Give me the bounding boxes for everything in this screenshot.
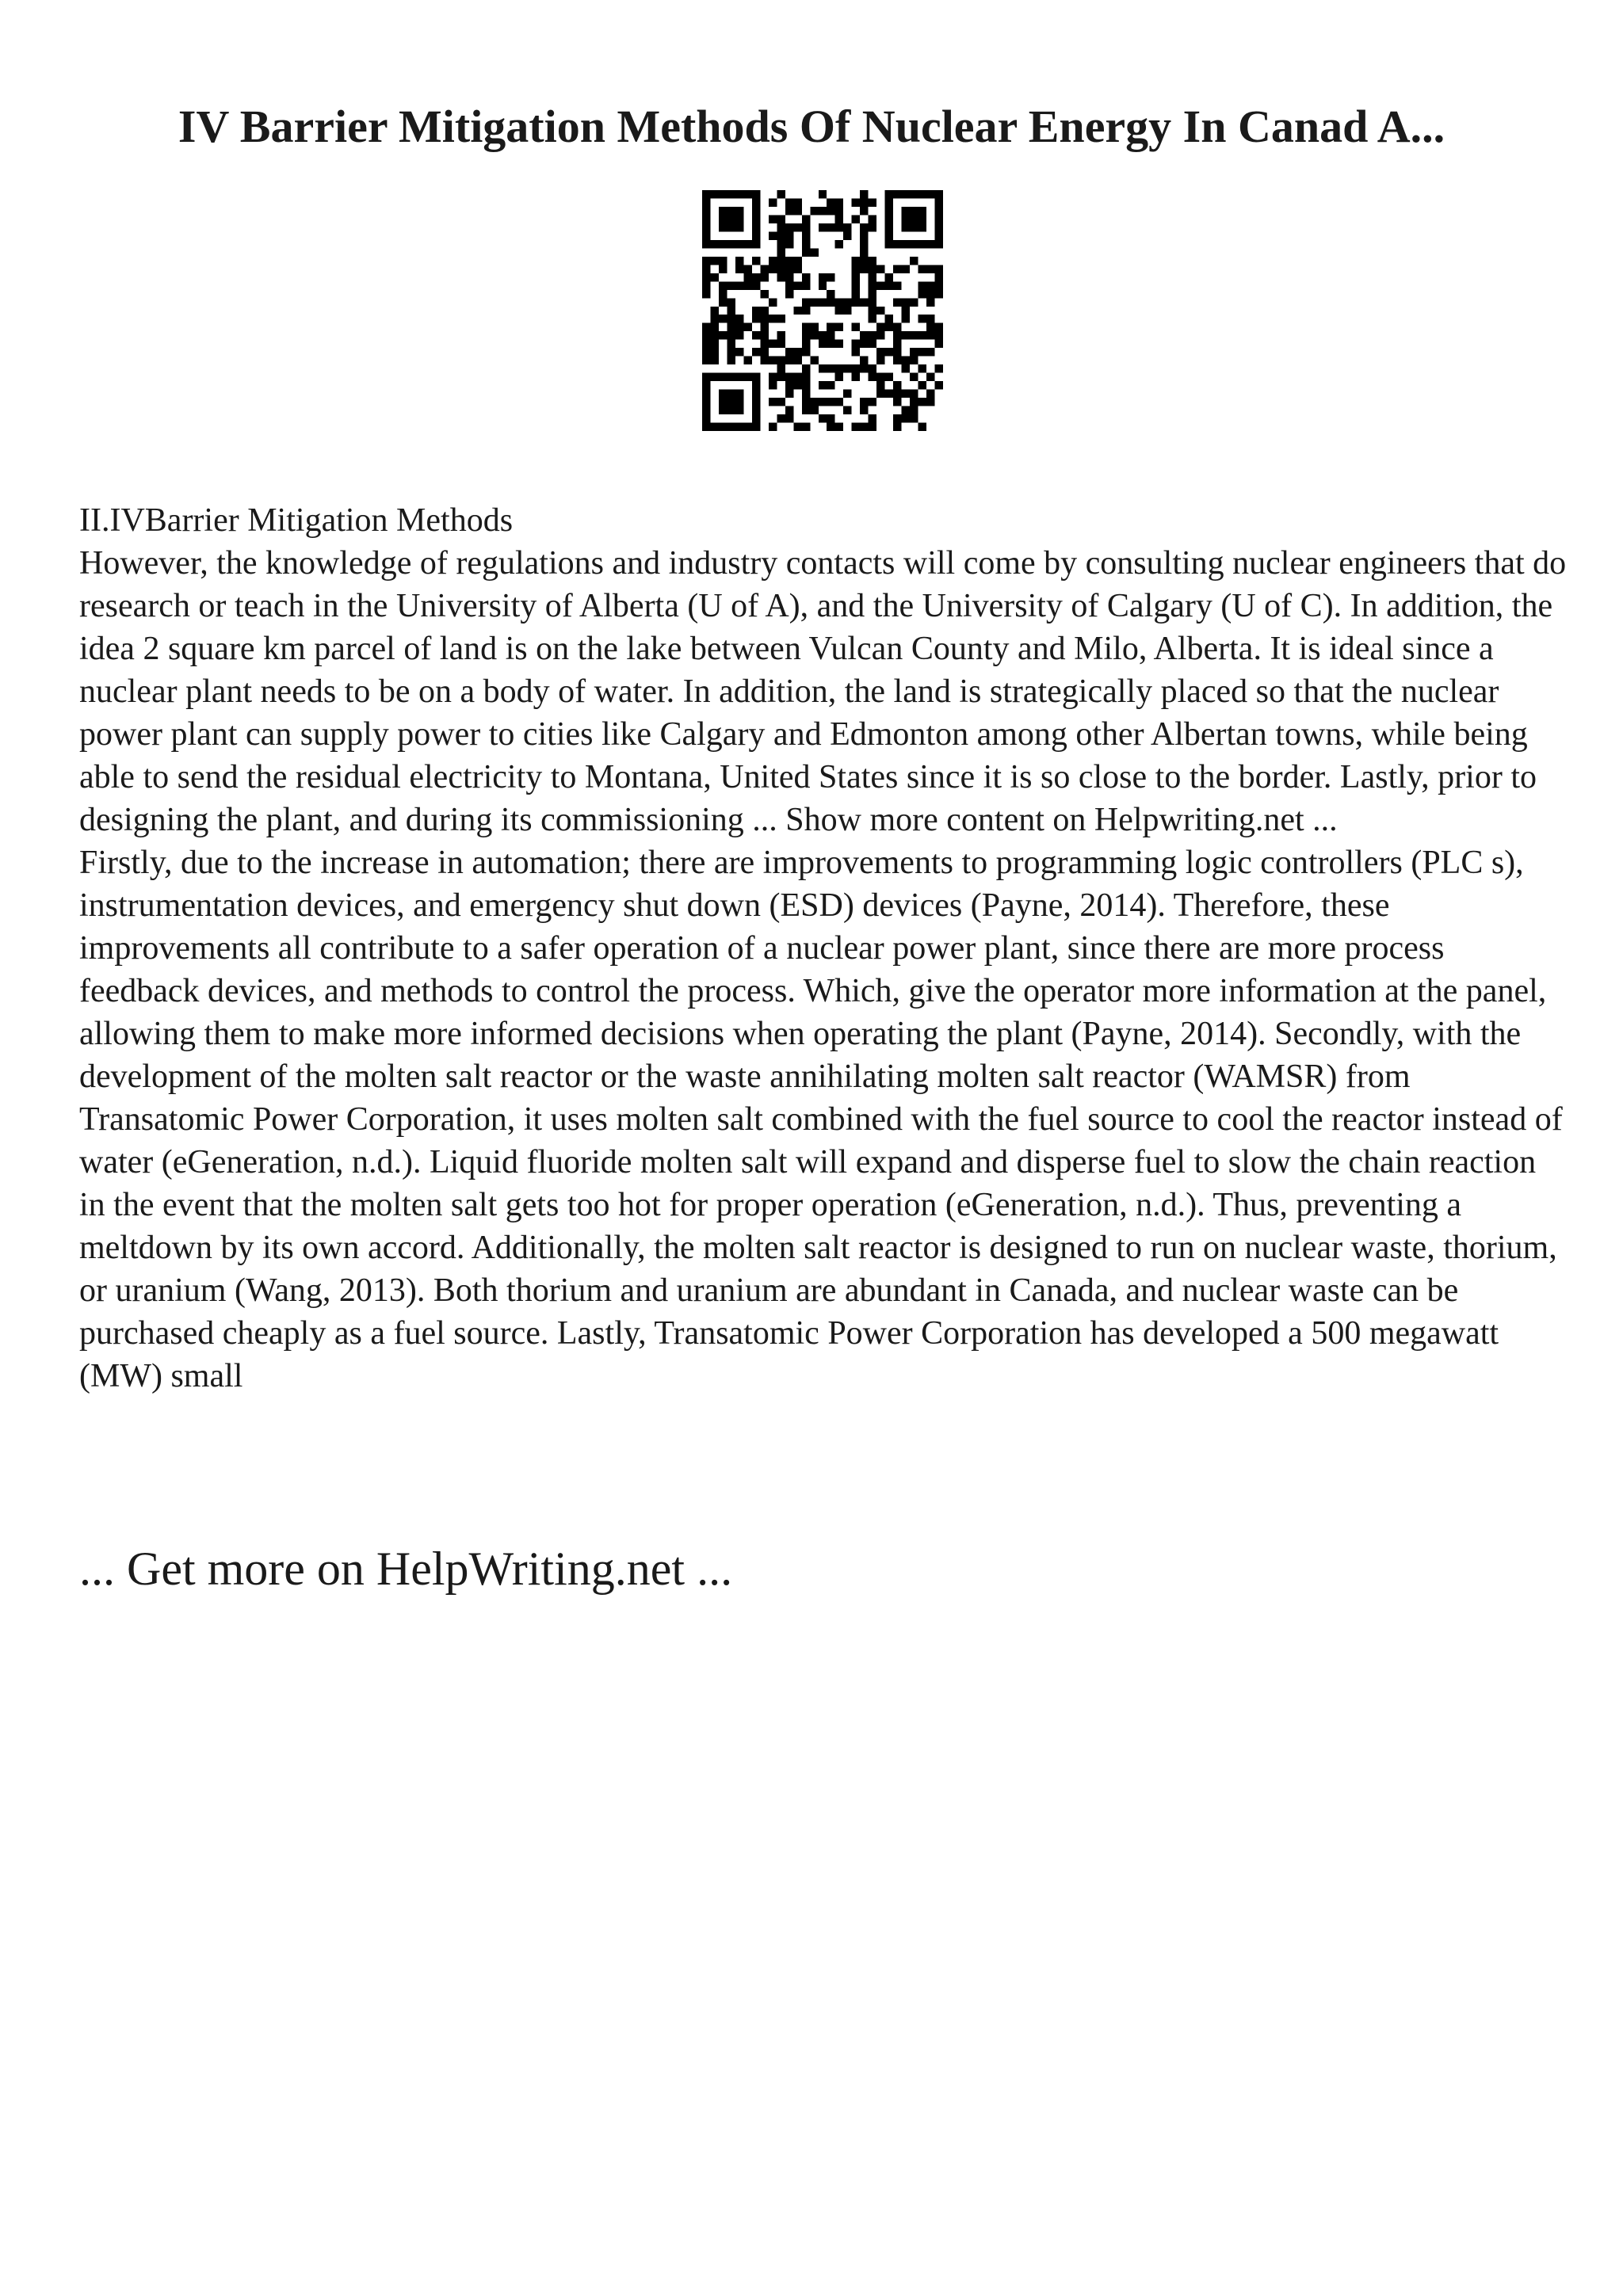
document-title: IV Barrier Mitigation Methods Of Nuclear Energy In Canad A... bbox=[178, 101, 1445, 152]
get-more-link[interactable]: ... Get more on HelpWriting.net ... bbox=[79, 1543, 733, 1595]
paragraph-1: However, the knowledge of regulations and industry contacts will come by consulting nuclear engineers that do research or teach in the University of Alberta (U of A), and the University of Calgary (U of C). In addition, the idea 2 square km parcel of land is on the lake between Vulcan County and Milo, Alberta. It is ideal since a nuclear plant needs to be on a body of water. In addition, the land is strategically placed so that the nuclear power plant can supply power to cities like Calgary and Edmonton among other Albertan towns, while being able to send the residual electricity to Montana, United States since it is so close to the border. Lastly, prior to designing the plant, and during its commissioning ... Show more content on Helpwriting.net ... bbox=[79, 545, 1567, 838]
section-heading: II.IVBarrier Mitigation Methods bbox=[79, 502, 514, 539]
document-body bbox=[79, 499, 1569, 1398]
paragraph-2: Firstly, due to the increase in automation; there are improvements to programming logic controllers (PLC s), instrumentation devices, and emergency shut down (ESD) devices (Payne, 2014). Therefore, these improvements all contribute to a safer operation of a nuclear power plant, since there are more process feedback devices, and methods to control the process. Which, give the operator more information at the panel, allowing them to make more informed decisions when operating the plant (Payne, 2014). Secondly, with the development of the molten salt reactor or the waste annihilating molten salt reactor (WAMSR) from Transatomic Power Corporation, it uses molten salt combined with the fuel source to cool the reactor instead of water (eGeneration, n.d.). Liquid fluoride molten salt will expand and disperse fuel to slow the chain reaction in the event that the molten salt gets too hot for proper operation (eGeneration, n.d.). Thus, preventing a meltdown by its own accord. Additionally, the molten salt reactor is designed to run on nuclear waste, thorium, or uranium (Wang, 2013). Both thorium and uranium are abundant in Canada, and nuclear waste can be purchased cheaply as a fuel source. Lastly, Transatomic Power Corporation has developed a 500 megawatt (MW) small bbox=[79, 845, 1563, 1394]
qr-code-icon bbox=[702, 190, 943, 431]
